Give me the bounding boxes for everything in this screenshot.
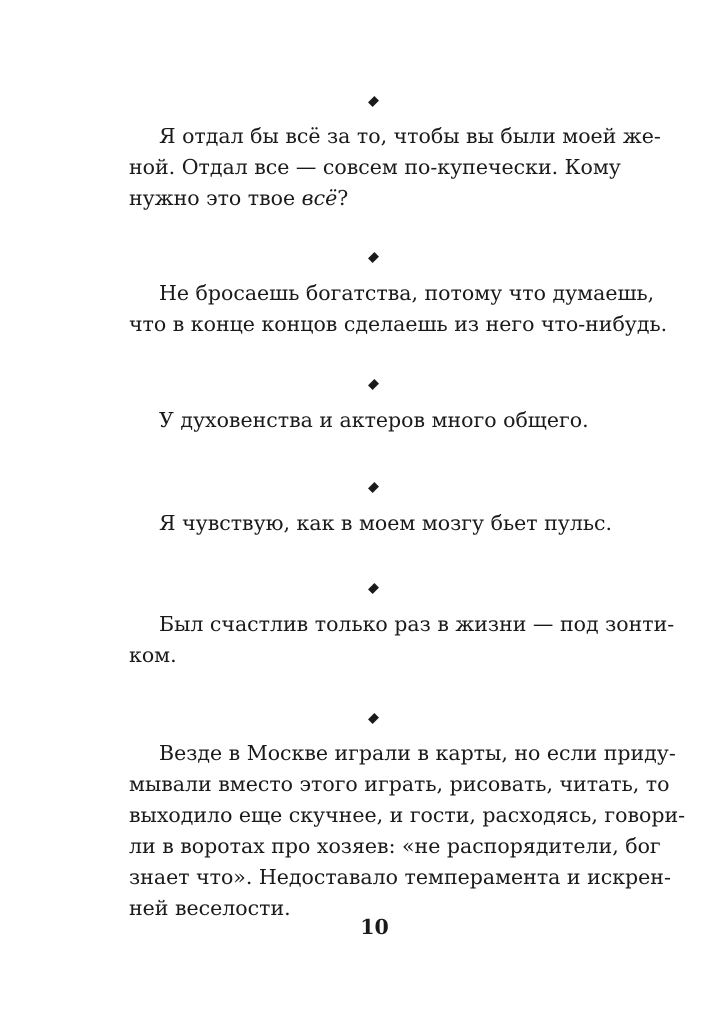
- aphorism-line: что в конце концов сделаешь из него что-нибудь.: [129, 312, 668, 336]
- aphorism-1: [129, 121, 661, 214]
- aphorism-2: [129, 278, 668, 340]
- aphorism-line: выходило еще скучнее, и гости, расходясь, говори-: [129, 803, 686, 827]
- aphorism-line: Я чувствую, как в моем мозгу бьет пульс.: [159, 511, 613, 535]
- aphorism-tail: ?: [337, 186, 349, 210]
- diamond-separator: [368, 482, 379, 493]
- aphorism-line: мывали вместо этого играть, рисовать, читать, то: [129, 772, 670, 796]
- diamond-separator: [368, 379, 379, 390]
- diamond-separator: [368, 713, 379, 724]
- diamond-separator: [368, 583, 379, 594]
- aphorism-line: ной. Отдал все — совсем по-купечески. Кому: [129, 155, 621, 179]
- aphorism-line: У духовенства и актеров много общего.: [159, 408, 589, 432]
- aphorism-6: [129, 738, 686, 924]
- diamond-separator: [368, 96, 379, 107]
- italic-word: всё: [301, 186, 338, 210]
- aphorism-4: [129, 508, 619, 539]
- aphorism-line: Я отдал бы всё за то, чтобы вы были моей же-: [159, 124, 661, 148]
- aphorism-5: [129, 609, 675, 671]
- aphorism-text: нужно это твое: [129, 186, 302, 210]
- page-number: 10: [360, 915, 389, 939]
- aphorism-line: ком.: [129, 643, 177, 667]
- aphorism-line: знает что». Недоставало темперамента и искрен-: [129, 865, 671, 889]
- aphorism-line: Был счастлив только раз в жизни — под зонти-: [159, 612, 675, 636]
- diamond-separator: [368, 252, 379, 263]
- aphorism-line: ли в воротах про хозяев: «не распорядители, бог: [129, 834, 661, 858]
- aphorism-3: [129, 405, 619, 436]
- aphorism-line-last: [129, 183, 619, 214]
- aphorism-line: Не бросаешь богатства, потому что думаешь,: [159, 281, 655, 305]
- aphorism-line: Везде в Москве играли в карты, но если приду-: [159, 741, 676, 765]
- aphorism-line: ней веселости.: [129, 896, 291, 920]
